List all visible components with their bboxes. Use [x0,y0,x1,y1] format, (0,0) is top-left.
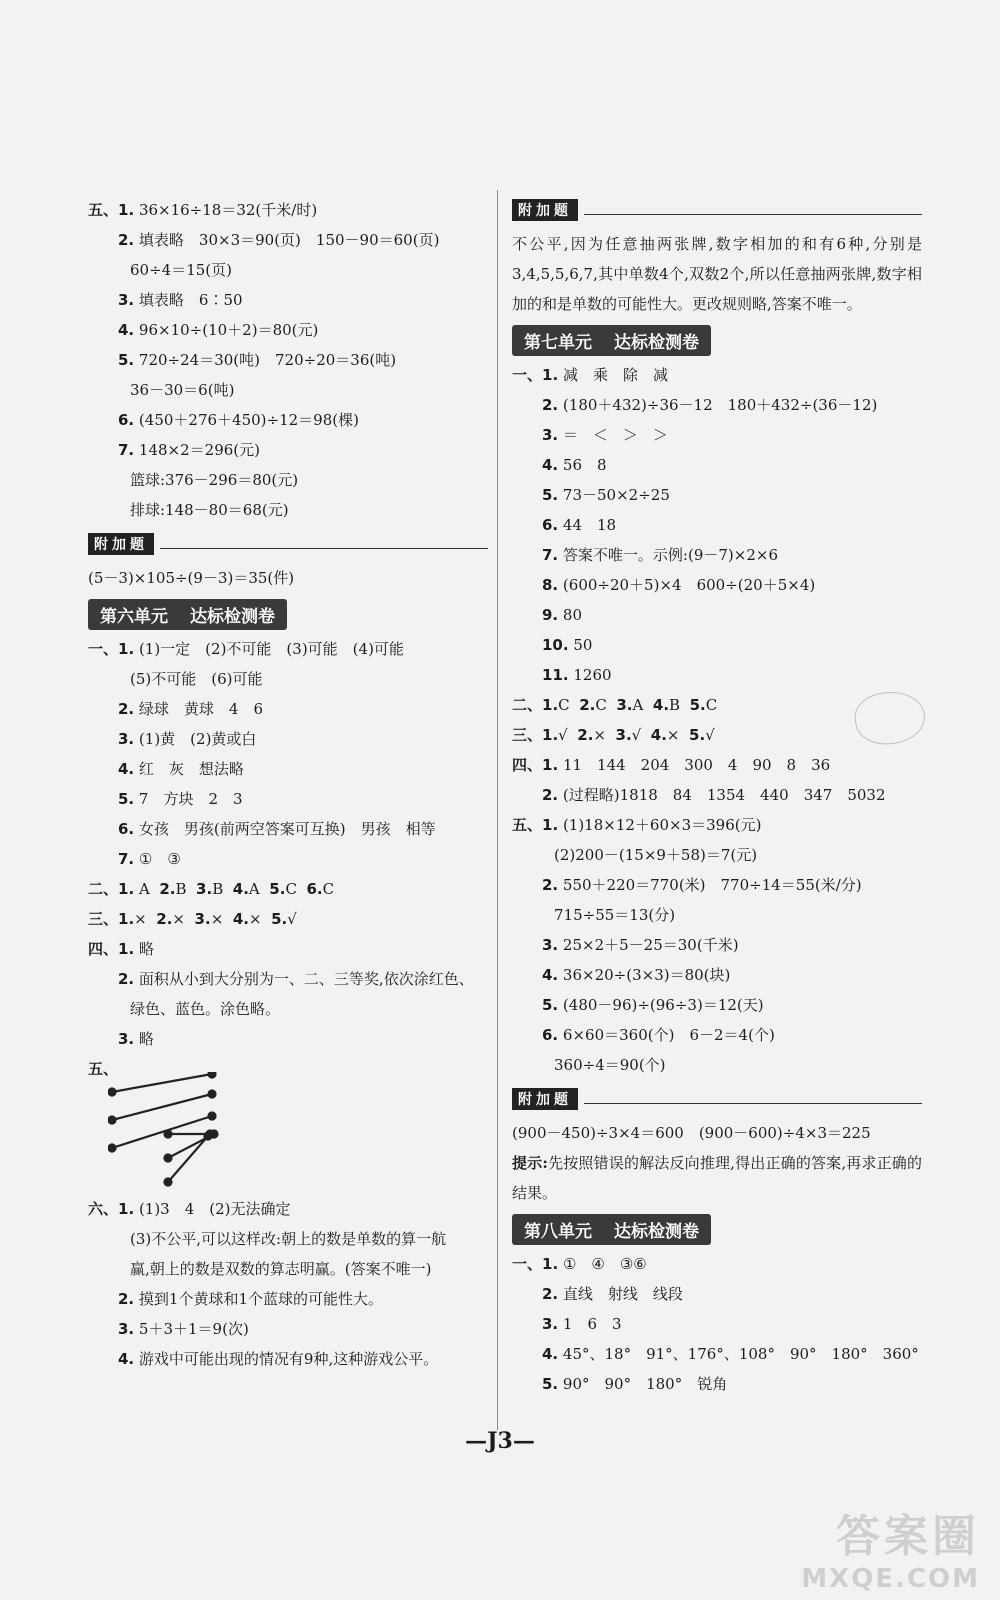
answer-line: 3. ＝ ＜ ＞ ＞ [542,426,668,444]
answer-line: 2. (180＋432)÷36－12 180＋432÷(36－12) [542,396,878,414]
answer-line: 4. 红 灰 想法略 [118,760,244,778]
answer-line: (2)200－(15×9＋58)＝7(元) [554,846,758,864]
answer-line: 赢,朝上的数是双数的算志明赢。(答案不唯一) [130,1260,432,1278]
answer-line: 一、1. ① ④ ③⑥ [512,1255,647,1273]
answer-line: 3. 填表略 6∶50 [118,291,243,309]
bonus-question-header: 附加题 [512,195,922,225]
bonus-question-header: 附加题 [88,529,488,559]
top-blank-area [0,0,1000,180]
answer-line: 三、1.√ 2.× 3.√ 4.× 5.√ [512,726,715,744]
answer-line: 3. 5＋3＋1＝9(次) [118,1320,249,1338]
answer-line: 5. 720÷24＝30(吨) 720÷20＝36(吨) [118,351,397,369]
watermark-logo-text: 答案圈 [836,1511,980,1562]
answer-line: 6. 6×60＝360(个) 6－2＝4(个) [542,1026,775,1044]
answer-line: 6. (450＋276＋450)÷12＝98(棵) [118,411,359,429]
answer-line: 四、1. 略 [88,940,154,958]
answer-line: 2. 550＋220＝770(米) 770÷14＝55(米/分) [542,876,862,894]
answer-line: 5. 7 方块 2 3 [118,790,243,808]
answer-line: 一、1. (1)一定 (2)不可能 (3)可能 (4)可能 [88,640,404,658]
answer-line: (3)不公平,可以这样改:朝上的数是单数的算一航 [130,1230,447,1248]
answer-line: 360÷4＝90(个) [554,1056,666,1074]
answer-line: 3. 1 6 3 [542,1315,622,1333]
answer-line: 六、1. (1)3 4 (2)无法确定 [88,1200,291,1218]
answer-line: 4. 36×20÷(3×3)＝80(块) [542,966,731,984]
answer-line: 五、 [88,1060,119,1078]
answer-line: 排球:148－80＝68(元) [130,501,289,519]
watermark-url: MXQE.COM [801,1564,980,1594]
answer-line: 8. (600÷20＋5)×4 600÷(20＋5×4) [542,576,816,594]
answer-line: 绿色、蓝色。涂色略。 [130,1000,281,1018]
left-column [88,195,488,1374]
unit-6-header: 第六单元 达标检测卷 [88,599,287,630]
answer-line: 2. 直线 射线 线段 [542,1285,683,1303]
answer-line: 2. 面积从小到大分别为一、二、三等奖,依次涂红色、 [118,970,474,988]
answer-line: 7. ① ③ [118,850,181,868]
column-divider [497,190,498,1430]
answer-line: 6. 女孩 男孩(前两空答案可互换) 男孩 相等 [118,820,436,838]
answer-line: 一、1. 减 乘 除 减 [512,366,668,384]
answer-line: 5. 90° 90° 180° 锐角 [542,1375,728,1393]
answer-line: 3. 25×2＋5－25＝30(千米) [542,936,739,954]
answer-line: 五、1. 36×16÷18＝32(千米/时) [88,201,318,219]
answer-line: 五、1. (1)18×12＋60×3＝396(元) [512,816,762,834]
unit-8-header: 第八单元 达标检测卷 [512,1214,711,1245]
answer-line: 2. (过程略)1818 84 1354 440 347 5032 [542,786,886,804]
matching-lines-diagram [88,1084,488,1194]
unit-7-header: 第七单元 达标检测卷 [512,325,711,356]
page-number: —J3— [465,1428,535,1454]
answer-line: (5)不可能 (6)可能 [130,670,263,688]
matching-lines-svg [108,1072,248,1197]
answer-line: 5. (480－96)÷(96÷3)＝12(天) [542,996,764,1014]
answer-line: 4. 游戏中可能出现的情况有9种,这种游戏公平。 [118,1350,439,1368]
answer-line: 三、1.× 2.× 3.× 4.× 5.√ [88,910,297,928]
answer-line: (900－450)÷3×4＝600 (900－600)÷4×3＝225 [512,1124,871,1142]
answer-line: 9. 80 [542,606,583,624]
answer-line: 3. (1)黄 (2)黄或白 [118,730,257,748]
answer-line: 10. 50 [542,636,593,654]
answer-line: 篮球:376－296＝80(元) [130,471,299,489]
answer-line: 4. 56 8 [542,456,607,474]
answer-line: 3. 略 [118,1030,154,1048]
answer-line: 7. 148×2＝296(元) [118,441,260,459]
answer-line: 7. 答案不唯一。示例:(9－7)×2×6 [542,546,778,564]
answer-line: 4. 45°、18° 91°、176°、108° 90° 180° 360° [542,1345,919,1363]
answer-line: 11. 1260 [542,666,612,684]
answer-line: 二、1. A 2.B 3.B 4.A 5.C 6.C [88,880,335,898]
answer-line: 715÷55＝13(分) [554,906,676,924]
site-watermark [801,1500,980,1594]
answer-line: 6. 44 18 [542,516,617,534]
answer-line: 2. 摸到1个黄球和1个蓝球的可能性大。 [118,1290,384,1308]
answer-line: 2. 绿球 黄球 4 6 [118,700,264,718]
answer-line: 36－30＝6(吨) [130,381,235,399]
answer-line: 二、1.C 2.C 3.A 4.B 5.C [512,696,718,714]
bonus-answer-paragraph: 不公平,因为任意抽两张牌,数字相加的和有6种,分别是3,4,5,5,6,7,其中单数4个,双数2个,所以任意抽两张牌,数字相加的和是单数的可能性大。更改规则略,答案不唯一。 [512,235,922,313]
answer-line: 4. 96×10÷(10＋2)＝80(元) [118,321,319,339]
answer-line: 四、1. 11 144 204 300 4 90 8 36 [512,756,831,774]
tip-paragraph: 提示:先按照错误的解法反向推理,得出正确的答案,再求正确的结果。 [512,1154,922,1202]
bonus-question-header: 附加题 [512,1084,922,1114]
right-column [512,195,922,1399]
answer-line: 2. 填表略 30×3＝90(页) 150－90＝60(页) [118,231,440,249]
answer-line: 60÷4＝15(页) [130,261,232,279]
answer-line: 5. 73－50×2÷25 [542,486,670,504]
answer-line: (5－3)×105÷(9－3)＝35(件) [88,569,295,587]
